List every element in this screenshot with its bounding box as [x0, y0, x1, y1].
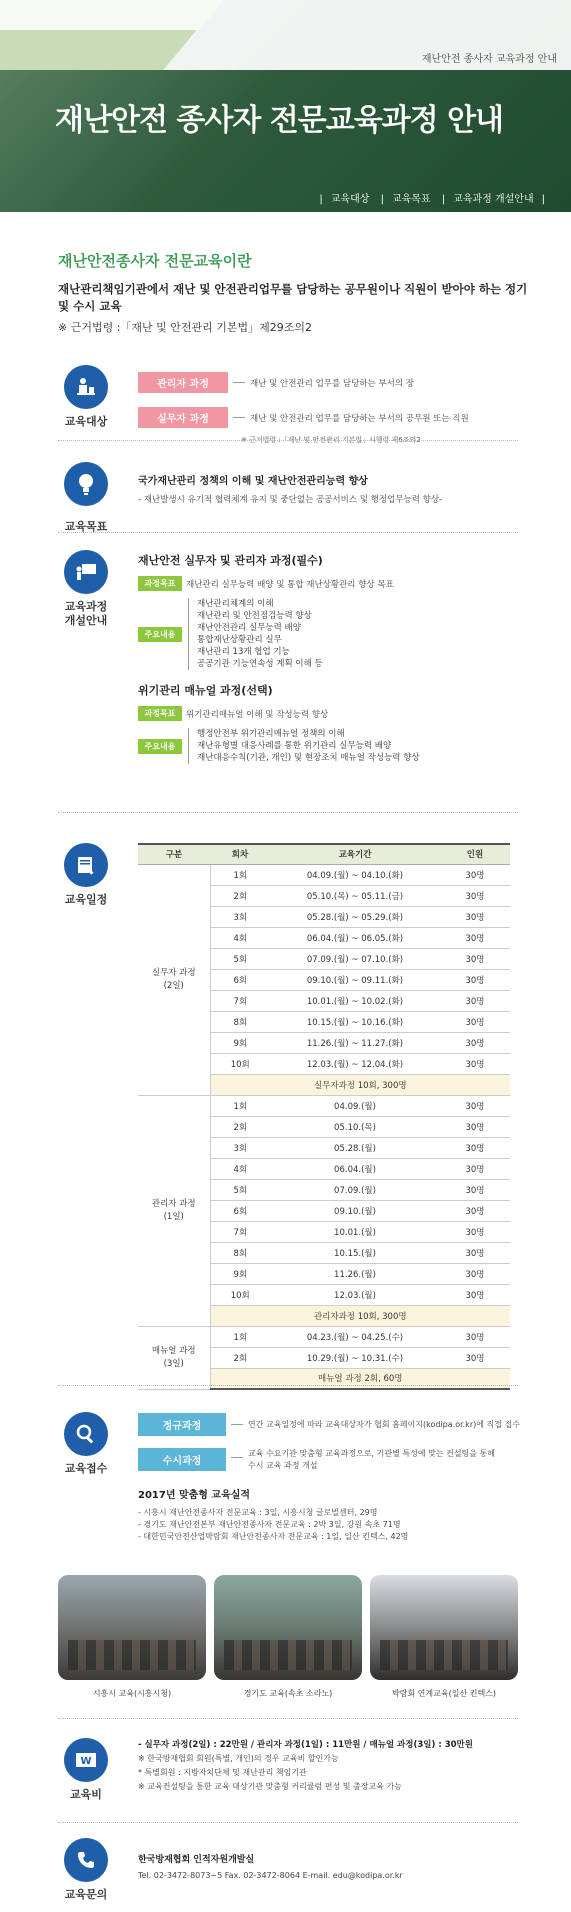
lightbulb-icon — [64, 462, 108, 506]
schedule-label: 교육일정 — [64, 893, 108, 906]
table-row: 4회 06.04.(월) 30명 — [138, 1158, 510, 1179]
col-header: 인원 — [440, 844, 510, 864]
table-row: 관리자 과정 (1일) 1회 04.09.(월) 30명 — [138, 1095, 510, 1116]
subtotal-row: 실무자과정 10회, 300명 — [138, 1074, 510, 1095]
list-item: - 경기도 재난안전본부 재난안전종사자 전문교육 : 2박 3일, 강원 속초 71명 — [138, 1520, 401, 1529]
goal-section — [138, 472, 538, 505]
photo-card — [370, 1575, 518, 1699]
col-header: 교육기간 — [270, 844, 440, 864]
course2-title: 위기관리 매뉴얼 과정(선택) — [138, 684, 273, 697]
divider — [58, 532, 518, 533]
intro-heading: 재난안전종사자 전문교육이란 — [58, 252, 252, 270]
fee-section — [138, 1738, 538, 1794]
course2-goal-tag: 과정목표 — [138, 706, 182, 721]
schedule-table — [138, 843, 510, 1390]
ondemand-text: 수시 교육 과정 개설 — [248, 1461, 318, 1470]
money-icon — [64, 1738, 108, 1782]
photo-kintex — [370, 1575, 518, 1680]
course2-list — [188, 728, 420, 764]
table-row: 7회 10.01.(월) ~ 10.02.(화) 30명 — [138, 990, 510, 1011]
intro-desc: 재난관리책임기관에서 재난 및 안전관리업무를 담당하는 공무원이나 직원이 받아야 하는 정기 및 수시 교육 — [58, 282, 528, 313]
intro-law: ※ 근거법령 :「재난 및 안전관리 기본법」제29조의2 — [58, 321, 313, 334]
table-row: 5회 07.09.(월) ~ 07.10.(화) 30명 — [138, 948, 510, 969]
course-label-2: 개설안내 — [64, 614, 108, 627]
record-title: 2017년 맞춤형 교육실적 — [138, 1490, 251, 1501]
target-icon-col — [57, 365, 115, 429]
list-item: 통합재난상황관리 실무 — [197, 635, 282, 645]
goal-heading: 국가재난관리 정책의 이해 및 재난안전관리능력 향상 — [138, 476, 368, 487]
practitioner-tag: 실무자 과정 — [138, 407, 228, 428]
table-row: 6회 09.10.(월) ~ 09.11.(화) 30명 — [138, 969, 510, 990]
contact-label: 교육문의 — [64, 1888, 108, 1901]
contact-org: 한국방재협회 인적자원개발실 — [138, 1855, 255, 1865]
goal-icon-col — [57, 462, 115, 534]
course1-content-tag: 주요내용 — [138, 627, 182, 642]
photo-card — [58, 1575, 206, 1699]
record-list — [138, 1507, 538, 1543]
apply-section — [138, 1413, 538, 1543]
decor-stripe — [0, 30, 197, 70]
page-title: 재난안전 종사자 전문교육과정 안내 — [55, 103, 504, 138]
course-section — [138, 552, 538, 771]
phone-icon — [64, 1838, 108, 1882]
table-row: 3회 05.28.(월) 30명 — [138, 1137, 510, 1158]
ondemand-text: 교육 수요기관 맞춤형 교육과정으로, 기관별 특성에 맞는 컨설팅을 통해 — [248, 1449, 495, 1458]
photo-caption: 시흥시 교육(시흥시청) — [92, 1689, 172, 1698]
intro-section — [58, 250, 538, 335]
fee-line: ※ 교육컨설팅을 통한 교육 대상기관 맞춤형 커리큘럼 편성 및 출장교육 가능 — [138, 1782, 402, 1791]
list-item: 재난관리 및 안전점검능력 향상 — [197, 611, 312, 621]
course2-content-tag: 주요내용 — [138, 739, 182, 754]
table-row: 2회 10.29.(월) ~ 10.31.(수) 30명 — [138, 1347, 510, 1368]
fee-line: ※ 한국방재협회 회원(특별, 개인)의 경우 교육비 할인가능 — [138, 1754, 339, 1763]
table-row: 2회 05.10.(목) 30명 — [138, 1116, 510, 1137]
list-item: 행정안전부 위기관리매뉴얼 정책의 이해 — [197, 729, 345, 739]
hero-banner — [0, 0, 571, 212]
table-row: 7회 10.01.(월) 30명 — [138, 1221, 510, 1242]
target-section — [138, 372, 538, 445]
fee-icon-col — [57, 1738, 115, 1802]
regular-tag: 정규과정 — [138, 1413, 226, 1436]
manager-text: 재난 및 안전관리 업무를 담당하는 부서의 장 — [250, 378, 415, 389]
table-row: 매뉴얼 과정 (3일) 1회 04.23.(월) ~ 04.25.(수) 30명 — [138, 1326, 510, 1347]
photo-siheung — [58, 1575, 206, 1680]
person-desk-icon — [64, 365, 108, 409]
table-row: 8회 10.15.(월) ~ 10.16.(화) 30명 — [138, 1011, 510, 1032]
course-icon-col — [57, 550, 115, 628]
list-item: 재난관리 13개 협업 기능 — [197, 647, 290, 657]
photo-caption: 경기도 교육(속초 소라노) — [243, 1689, 333, 1698]
category-cell: 관리자 과정 (1일) — [138, 1095, 210, 1326]
photo-card — [214, 1575, 362, 1699]
target-label: 교육대상 — [64, 415, 108, 428]
table-row: 10회 12.03.(월) 30명 — [138, 1284, 510, 1305]
divider — [58, 1822, 518, 1823]
list-item: 재난관리체계의 이해 — [197, 599, 274, 609]
col-header: 회차 — [210, 844, 270, 864]
fee-line: * 특별회원 : 지방자치단체 및 재난관리 책임기관 — [138, 1768, 307, 1777]
manager-tag: 관리자 과정 — [138, 372, 228, 393]
list-item: 공공기관 기능연속성 계획 이해 등 — [197, 659, 323, 669]
list-item: 재난유형별 대응사례를 통한 위기관리 실무능력 배양 — [197, 741, 392, 751]
contact-section — [138, 1852, 538, 1880]
course1-list — [188, 598, 323, 670]
practitioner-text: 재난 및 안전관리 업무를 담당하는 부서의 공무원 또는 직원 — [250, 413, 469, 424]
list-item: - 시흥시 재난안전종사자 전문교육 : 3일, 시흥시청 글로벌센터, 29명 — [138, 1508, 378, 1517]
tab-goal[interactable]: 교육목표 — [391, 194, 431, 205]
list-item: 재난안전관리 실무능력 배양 — [197, 623, 301, 633]
hero-tabs: | 교육대상 | 교육목표 | 교육과정 개설안내 | — [319, 194, 545, 205]
table-row: 5회 07.09.(월) 30명 — [138, 1179, 510, 1200]
top-label: 재난안전 종사자 교육과정 안내 — [421, 54, 557, 65]
contact-info: Tel. 02-3472-8073~5 Fax. 02-3472-8064 E-mail. edu@kodipa.or.kr — [138, 1871, 403, 1880]
table-row: 3회 05.28.(월) ~ 05.29.(화) 30명 — [138, 906, 510, 927]
apply-icon-col — [57, 1412, 115, 1476]
calendar-pen-icon — [64, 843, 108, 887]
presentation-icon — [64, 550, 108, 594]
list-item: 재난대응수칙(기관, 개인) 및 현장조치 매뉴얼 작성능력 향상 — [197, 753, 420, 763]
table-row: 8회 10.15.(월) 30명 — [138, 1242, 510, 1263]
table-row: 2회 05.10.(목) ~ 05.11.(금) 30명 — [138, 885, 510, 906]
contact-icon-col — [57, 1838, 115, 1902]
tab-target[interactable]: 교육대상 — [330, 194, 370, 205]
course1-goal-tag: 과정목표 — [138, 576, 182, 591]
course1-goal: 재난관리 실무능력 배양 및 통합 재난상황관리 향상 목표 — [186, 579, 394, 590]
course-label-1: 교육과정 — [64, 600, 108, 613]
goal-label: 교육목표 — [64, 520, 108, 533]
course1-title: 재난안전 실무자 및 관리자 과정(필수) — [138, 554, 323, 567]
subtotal-row: 매뉴얼 과정 2회, 60명 — [138, 1368, 510, 1389]
list-item: - 대한민국안전산업박람회 재난안전종사자 전문교육 : 1일, 일산 킨텍스, 42명 — [138, 1532, 409, 1541]
schedule-icon-col — [57, 843, 115, 907]
ondemand-tag: 수시과정 — [138, 1448, 226, 1471]
subtotal-row: 관리자과정 10회, 300명 — [138, 1305, 510, 1326]
table-row: 10회 12.03.(월) ~ 12.04.(화) 30명 — [138, 1053, 510, 1074]
table-row: 9회 11.26.(월) 30명 — [138, 1263, 510, 1284]
svg-text:W: W — [80, 1756, 92, 1767]
goal-text: - 재난발생시 유기적 협력체계 유지 및 중단없는 공공서비스 및 행정업무능력 향상- — [138, 495, 443, 505]
divider — [58, 1718, 518, 1719]
tab-course[interactable]: 교육과정 개설안내 — [453, 194, 534, 205]
divider — [58, 1385, 518, 1386]
divider — [58, 440, 518, 441]
category-cell: 실무자 과정 (2일) — [138, 864, 210, 1095]
table-row: 9회 11.26.(월) ~ 11.27.(화) 30명 — [138, 1032, 510, 1053]
course2-goal: 위기관리매뉴얼 이해 및 작성능력 향상 — [186, 709, 329, 720]
magnifier-person-icon — [64, 1412, 108, 1456]
fee-line: - 실무자 과정(2일) : 22만원 / 관리자 과정(1일) : 11만원 / 매뉴얼 과정(3일) : 30만원 — [138, 1740, 473, 1750]
regular-text: 연간 교육일정에 따라 교육대상자가 협회 홈페이지(kodipa.or.kr)에 직접 접수 — [248, 1420, 520, 1429]
table-row: 6회 09.10.(월) 30명 — [138, 1200, 510, 1221]
photo-gallery — [58, 1575, 518, 1699]
divider — [58, 812, 518, 813]
table-row: 실무자 과정 (2일) 1회 04.09.(월) ~ 04.10.(화) 30명 — [138, 864, 510, 885]
category-cell: 매뉴얼 과정 (3일) — [138, 1326, 210, 1389]
photo-caption: 박람회 연계교육(일산 킨텍스) — [391, 1689, 497, 1698]
fee-label: 교육비 — [70, 1788, 102, 1801]
apply-label: 교육접수 — [64, 1462, 108, 1475]
table-row: 4회 06.04.(월) ~ 06.05.(화) 30명 — [138, 927, 510, 948]
target-note: ※ 근거법령 :「재난 및 안전관리 기본법」시행령 제6조의2 — [241, 436, 421, 444]
col-header: 구분 — [138, 844, 210, 864]
photo-gyeonggi — [214, 1575, 362, 1680]
